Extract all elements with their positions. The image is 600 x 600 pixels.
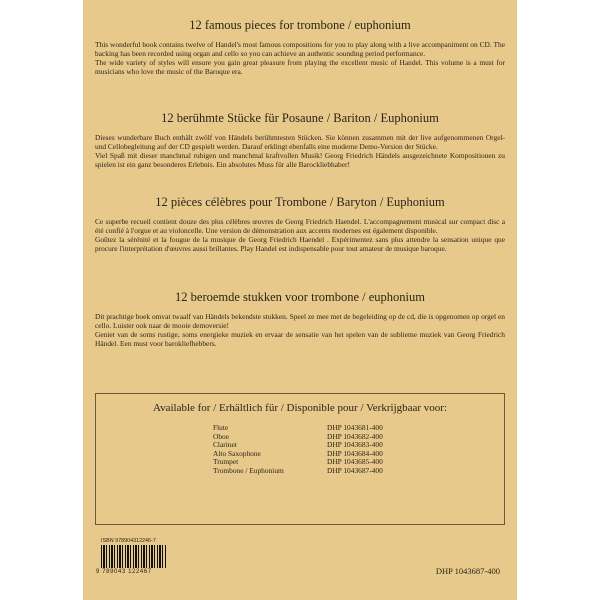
instrument-name: Oboe (213, 431, 230, 441)
order-code: DHP 1043687-400 (327, 465, 383, 475)
section-text: This wonderful book contains twelve of Handel's most famous compositions for you to play along with a live accompaniment on CD. The backing has been recorded using organ and cello so you can achieve an authentic sounding period performance. The wide variety of styles will ensure you gain great pleasure from playing the excellent music of Handel. This volume is a must for musicians who love the music of the Baroque era. (95, 40, 505, 76)
section-english (95, 18, 505, 76)
instrument-name: Flute (213, 423, 229, 432)
order-code: DHP 1043682-400 (327, 431, 383, 441)
instrument-name: Clarinet (213, 440, 237, 450)
back-cover (83, 0, 517, 600)
section-heading: 12 pièces célèbres pour Trombone / Baryton / Euphonium (155, 195, 445, 209)
order-code: DHP 1043684-400 (327, 448, 383, 458)
catalog-code: DHP 1043687-400 (435, 566, 500, 576)
section-text: Ce superbe recueil contient douze des plus célèbres œuvres de Georg Friedrich Haendel. L'accompagnement musical sur compact disc a été confié à l'orgue et au violoncelle. Une version de démonstration aux accents modernes est également disponible. Goûtez la sérénité et la fougue de la musique de Georg Friedrich Haendel . Expérimentez sans plus attendre la sensation unique que procure l'interprétation d'œuvres aussi brillantes. Play Handel est indispensable pour tout amateur de musique baroque. (95, 217, 505, 253)
section-text: Dit prachtige boek omvat twaalf van Händels bekendste stukken. Speel ze mee met de begeleiding op de cd, die is opgenomen op orgel en cello. Luister ook naar de mooie demoversie! Geniet van de soms rustige, soms energieke muziek en ervaar de sensatie van het spelen van de sublieme muziek van Georg Friedrich Händel. Een must voor barokliefhebbers. (95, 312, 505, 348)
barcode (96, 538, 174, 575)
order-code: DHP 1043685-400 (327, 457, 383, 467)
isbn-label: ISBN 978904312246-7 (101, 538, 156, 544)
availability-title: Available for / Erhältlich für / Disponible pour / Verkrijgbaar voor: (152, 402, 448, 414)
section-text: Dieses wunderbare Buch enthält zwölf von Händels berühmtesten Stücken. Sie können zusammen mit der live aufgenommenen Orgel- und Cellobegleitung auf der CD gespielt werden. Darauf erklingt ebenfalls eine moderne Demo-Version der Stücke. Viel Spaß mit dieser manchmal ruhigen und manchmal kraftvollen Musik! Georg Friedrich Händels ausgezeichnete Kompositionen zu spielen ist ein ganz besonderes Erlebnis. Ein absolutes Muss für alle Barockliebhaber! (95, 133, 505, 169)
section-heading: 12 famous pieces for trombone / euphonium (189, 18, 411, 32)
instrument-name: Trombone / Euphonium (213, 465, 284, 475)
section-french (95, 195, 505, 253)
order-code: DHP 1043683-400 (327, 440, 383, 450)
order-code: DHP 1043681-400 (327, 423, 383, 432)
availability-box (95, 393, 505, 525)
instrument-name: Trumpet (213, 457, 239, 467)
barcode-bars (101, 545, 167, 568)
section-german (95, 111, 505, 169)
section-dutch (95, 290, 505, 348)
section-heading: 12 berühmte Stücke für Posaune / Bariton / Euphonium (161, 111, 439, 125)
availability-list (213, 424, 447, 476)
instrument-name: Alto Saxophone (213, 448, 261, 458)
barcode-digits: 9 789043 122467 (96, 569, 152, 575)
list-item (213, 467, 447, 476)
section-heading: 12 beroemde stukken voor trombone / euphonium (175, 290, 425, 304)
